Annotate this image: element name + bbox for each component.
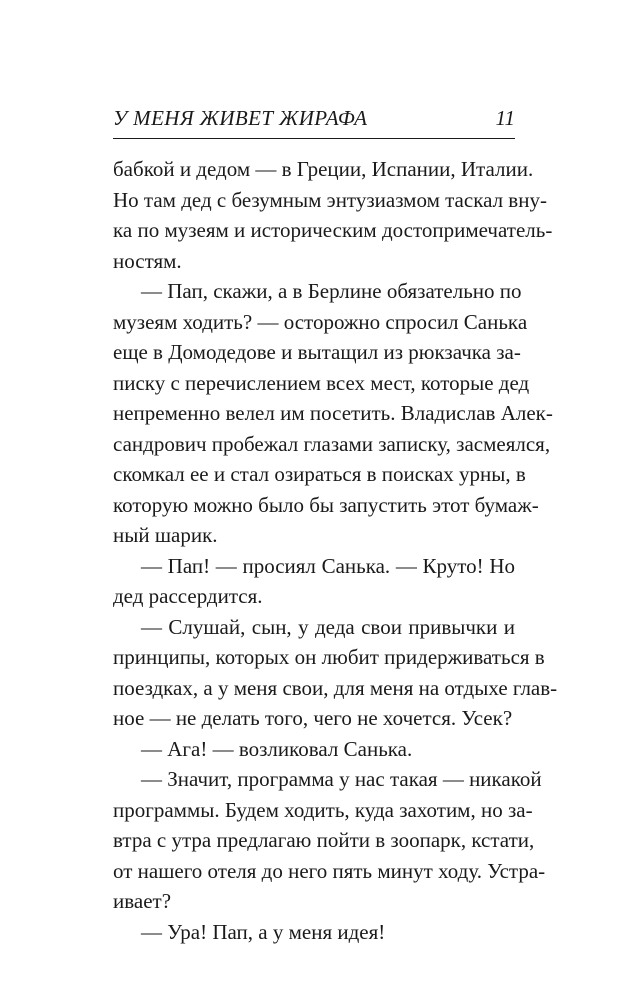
text-line: скомкал ее и стал озираться в поисках урны, в <box>113 462 526 486</box>
text-line: непременно велел им посетить. Владислав Алек- <box>113 401 553 425</box>
text-line: — Слушай, сын, у деда свои привычки и <box>141 614 515 639</box>
text-line: программы. Будем ходить, куда захотим, но за- <box>113 797 533 822</box>
text-line: писку с перечислением всех мест, которые дед <box>113 370 530 395</box>
page-number: 11 <box>495 106 515 130</box>
text-line: — Пап! — просиял Санька. — Круто! Но <box>141 553 515 578</box>
text-line: ностям. <box>113 248 182 273</box>
header-rule <box>113 138 515 139</box>
text-line: дед рассердится. <box>113 584 263 608</box>
text-line: — Значит, программа у нас такая — никакой <box>141 767 542 791</box>
text-line: бабкой и дедом — в Греции, Испании, Италии. <box>113 157 534 181</box>
text-line: — Ура! Пап, а у меня идея! <box>141 919 386 944</box>
text-line: музеям ходить? — осторожно спросил Санька <box>113 309 528 334</box>
book-title: У МЕНЯ ЖИВЕТ ЖИРАФА <box>113 106 368 130</box>
text-line: ный шарик. <box>113 523 218 547</box>
text-line: сандрович пробежал глазами записку, засмеялся, <box>113 431 551 456</box>
text-line: ка по музеям и историческим достопримечатель- <box>113 218 553 242</box>
running-header <box>113 106 515 136</box>
text-line: от нашего отеля до него пять минут ходу. Устра- <box>113 858 546 883</box>
text-line: ное — не делать того, чего не хочется. Усек? <box>113 706 513 730</box>
text-line: поездках, а у меня свои, для меня на отдыхе глав- <box>113 675 558 700</box>
text-line: — Ага! — возликовал Санька. <box>141 736 413 761</box>
text-line: которую можно было бы запустить этот бумаж- <box>113 492 539 517</box>
text-line: Но там дед с безумным энтузиазмом таскал вну- <box>113 187 547 212</box>
body-text <box>113 154 558 947</box>
text-line: втра с утра предлагаю пойти в зоопарк, кстати, <box>113 828 535 852</box>
text-line: принципы, которых он любит придерживаться в <box>113 645 545 669</box>
text-line: ивает? <box>113 889 172 913</box>
text-line: — Пап, скажи, а в Берлине обязательно по <box>141 279 522 303</box>
text-line: еще в Домодедове и вытащил из рюкзачка за- <box>113 340 521 364</box>
